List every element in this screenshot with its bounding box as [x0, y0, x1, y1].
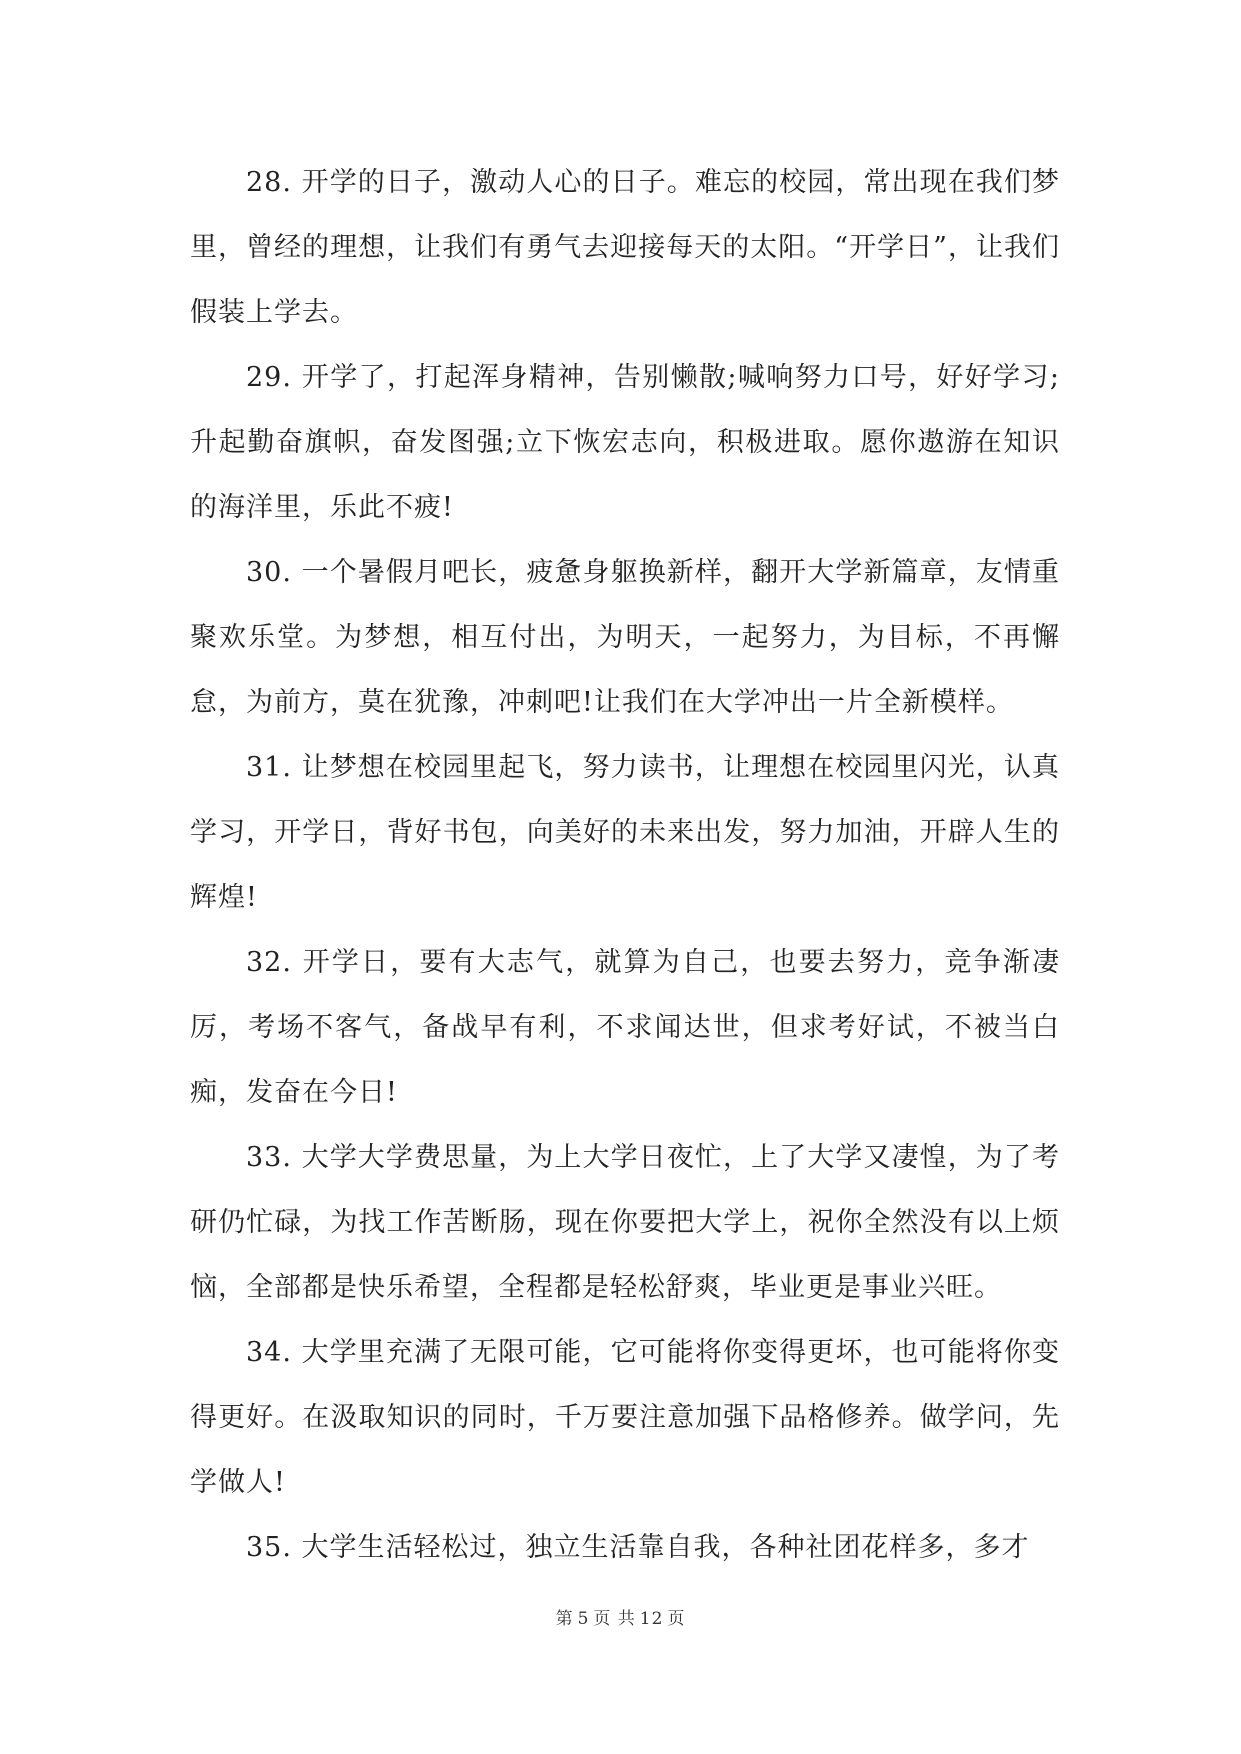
current-page-number: 5: [577, 1609, 590, 1629]
footer-prefix: 第: [555, 1609, 574, 1629]
document-body: [190, 150, 1060, 1580]
paragraph-33: 33. 大学大学费思量，为上大学日夜忙，上了大学又凄惶，为了考研仍忙碌，为找工作苦断肠，现在你要把大学上，祝你全然没有以上烦恼，全部都是快乐希望，全程都是轻松舒爽，毕业更是事业兴旺。: [190, 1142, 1060, 1303]
footer-suffix: 页: [667, 1609, 686, 1629]
paragraph-31: 31. 让梦想在校园里起飞，努力读书，让理想在校园里闪光，认真学习，开学日，背好书包，向美好的未来出发，努力加油，开辟人生的辉煌!: [190, 752, 1060, 913]
paragraph-28: 28. 开学的日子，激动人心的日子。难忘的校园，常出现在我们梦里，曾经的理想，让我们有勇气去迎接每天的太阳。“开学日”，让我们假装上学去。: [190, 167, 1060, 328]
paragraph-35: 35. 大学生活轻松过，独立生活靠自我，各种社团花样多，多才: [246, 1532, 1030, 1563]
total-page-count: 12: [639, 1609, 664, 1629]
paragraph-32: 32. 开学日，要有大志气，就算为自己，也要去努力，竞争渐凄厉，考场不客气，备战早有利，不求闻达世，但求考好试，不被当白痴，发奋在今日!: [190, 947, 1060, 1108]
paragraph-30: 30. 一个暑假月吧长，疲惫身躯换新样，翻开大学新篇章，友情重聚欢乐堂。为梦想，相互付出，为明天，一起努力，为目标，不再懈怠，为前方，莫在犹豫，冲刺吧!让我们在大学冲出一片全新模样。: [190, 557, 1060, 718]
paragraph-29: 29. 开学了，打起浑身精神，告别懒散;喊响努力口号，好好学习;升起勤奋旗帜，奋发图强;立下恢宏志向，积极进取。愿你遨游在知识的海洋里，乐此不疲!: [190, 362, 1060, 523]
page-footer: [0, 1604, 1241, 1629]
footer-middle: 页 共: [593, 1609, 636, 1629]
paragraph-34: 34. 大学里充满了无限可能，它可能将你变得更坏，也可能将你变得更好。在汲取知识的同时，千万要注意加强下品格修养。做学问，先学做人!: [190, 1337, 1060, 1498]
